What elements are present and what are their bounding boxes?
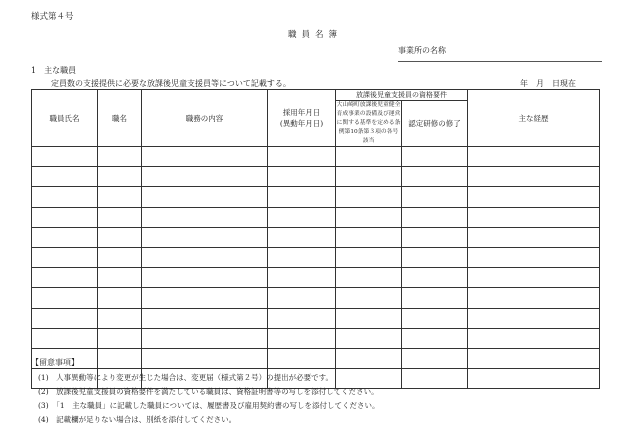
table-cell[interactable] <box>402 187 468 207</box>
table-cell[interactable] <box>32 207 98 227</box>
table-cell[interactable] <box>336 328 402 348</box>
table-cell[interactable] <box>32 247 98 267</box>
table-row <box>32 207 600 227</box>
staff-roster-table <box>31 89 600 389</box>
table-cell[interactable] <box>142 328 268 348</box>
table-row <box>32 308 600 328</box>
table-cell[interactable] <box>336 187 402 207</box>
table-row <box>32 348 600 368</box>
table-cell[interactable] <box>268 227 336 247</box>
table-cell[interactable] <box>402 207 468 227</box>
header-ordinance: 大山崎町放課後児童健全育成事業の設備及び運営に関する基準を定める条例第10条第３項の各号該当 <box>336 101 402 147</box>
note-item: (3) 「1 主な職員」に記載した職員については、履歴書及び雇用契約書の写しを添付してください。 <box>38 401 380 410</box>
table-cell[interactable] <box>32 167 98 187</box>
table-cell[interactable] <box>98 167 142 187</box>
table-cell[interactable] <box>98 207 142 227</box>
table-cell[interactable] <box>402 288 468 308</box>
table-cell[interactable] <box>268 207 336 227</box>
table-cell[interactable] <box>142 227 268 247</box>
table-cell[interactable] <box>336 147 402 167</box>
table-cell[interactable] <box>468 247 600 267</box>
as-of-date: 年 月 日現在 <box>520 79 576 88</box>
table-cell[interactable] <box>336 348 402 368</box>
table-cell[interactable] <box>402 227 468 247</box>
table-cell[interactable] <box>268 308 336 328</box>
table-row <box>32 167 600 187</box>
table-cell[interactable] <box>468 207 600 227</box>
table-row <box>32 147 600 167</box>
header-hire-date-sub: (異動年月日) <box>279 119 324 128</box>
table-cell[interactable] <box>268 268 336 288</box>
table-cell[interactable] <box>402 308 468 328</box>
table-cell[interactable] <box>98 268 142 288</box>
table-cell[interactable] <box>336 268 402 288</box>
table-cell[interactable] <box>98 227 142 247</box>
table-cell[interactable] <box>336 207 402 227</box>
table-cell[interactable] <box>402 369 468 389</box>
table-cell[interactable] <box>98 288 142 308</box>
table-row <box>32 227 600 247</box>
table-cell[interactable] <box>268 288 336 308</box>
table-cell[interactable] <box>142 348 268 368</box>
table-cell[interactable] <box>268 247 336 267</box>
notes-title: 【留意事項】 <box>31 358 79 367</box>
table-row <box>32 288 600 308</box>
table-cell[interactable] <box>98 348 142 368</box>
table-cell[interactable] <box>468 187 600 207</box>
header-career: 主な経歴 <box>468 90 600 147</box>
section-title: 1 主な職員 <box>31 66 77 75</box>
table-cell[interactable] <box>142 247 268 267</box>
table-cell[interactable] <box>468 328 600 348</box>
table-cell[interactable] <box>32 147 98 167</box>
table-cell[interactable] <box>142 167 268 187</box>
table-cell[interactable] <box>336 308 402 328</box>
table-cell[interactable] <box>468 147 600 167</box>
table-row <box>32 328 600 348</box>
table-cell[interactable] <box>142 147 268 167</box>
table-cell[interactable] <box>468 167 600 187</box>
table-cell[interactable] <box>98 247 142 267</box>
table-cell[interactable] <box>32 328 98 348</box>
table-cell[interactable] <box>32 308 98 328</box>
table-cell[interactable] <box>468 348 600 368</box>
table-cell[interactable] <box>402 268 468 288</box>
table-cell[interactable] <box>468 268 600 288</box>
table-cell[interactable] <box>402 147 468 167</box>
table-cell[interactable] <box>402 348 468 368</box>
header-duties: 職務の内容 <box>142 90 268 147</box>
table-cell[interactable] <box>32 227 98 247</box>
table-cell[interactable] <box>268 328 336 348</box>
header-hire-date-main: 採用年月日 <box>282 108 321 117</box>
roster-body <box>32 147 600 389</box>
header-staff-name: 職員氏名 <box>32 90 98 147</box>
table-cell[interactable] <box>32 268 98 288</box>
table-cell[interactable] <box>468 369 600 389</box>
table-cell[interactable] <box>402 328 468 348</box>
table-cell[interactable] <box>268 348 336 368</box>
table-cell[interactable] <box>98 147 142 167</box>
table-cell[interactable] <box>336 247 402 267</box>
table-cell[interactable] <box>142 207 268 227</box>
header-position: 職名 <box>98 90 142 147</box>
table-row <box>32 247 600 267</box>
table-cell[interactable] <box>268 187 336 207</box>
table-cell[interactable] <box>402 247 468 267</box>
note-item: (4) 記載欄が足りない場合は、別紙を添付してください。 <box>38 415 237 424</box>
table-cell[interactable] <box>468 227 600 247</box>
header-hire-date <box>268 90 336 147</box>
document-title: 職員名簿 <box>287 30 342 40</box>
table-cell[interactable] <box>98 187 142 207</box>
table-cell[interactable] <box>98 308 142 328</box>
table-cell[interactable] <box>336 227 402 247</box>
table-row <box>32 187 600 207</box>
table-cell[interactable] <box>98 328 142 348</box>
form-number: 様式第４号 <box>31 12 74 22</box>
table-cell[interactable] <box>336 288 402 308</box>
table-cell[interactable] <box>32 187 98 207</box>
table-cell[interactable] <box>142 187 268 207</box>
table-cell[interactable] <box>468 288 600 308</box>
table-cell[interactable] <box>32 288 98 308</box>
table-cell[interactable] <box>142 288 268 308</box>
note-item: (2) 放課後児童支援員の資格要件を満たしている職員は、資格証明書等の写しを添付してください。 <box>38 387 379 396</box>
header-qualification-group: 放課後児童支援員の資格要件 <box>336 90 468 101</box>
table-cell[interactable] <box>268 147 336 167</box>
table-cell[interactable] <box>142 268 268 288</box>
office-name-field[interactable] <box>398 61 602 62</box>
table-cell[interactable] <box>468 308 600 328</box>
table-row <box>32 268 600 288</box>
table-cell[interactable] <box>336 167 402 187</box>
table-cell[interactable] <box>402 167 468 187</box>
office-name-label: 事業所の名称 <box>398 46 446 55</box>
note-item: (1) 人事異動等により変更が生じた場合は、変更届（様式第２号）の提出が必要です。 <box>38 373 334 382</box>
table-cell[interactable] <box>142 308 268 328</box>
header-training: 認定研修の修了 <box>402 101 468 147</box>
table-cell[interactable] <box>268 167 336 187</box>
section-description: 定員数の支援提供に必要な放課後児童支援員等について記載する。 <box>51 79 291 88</box>
